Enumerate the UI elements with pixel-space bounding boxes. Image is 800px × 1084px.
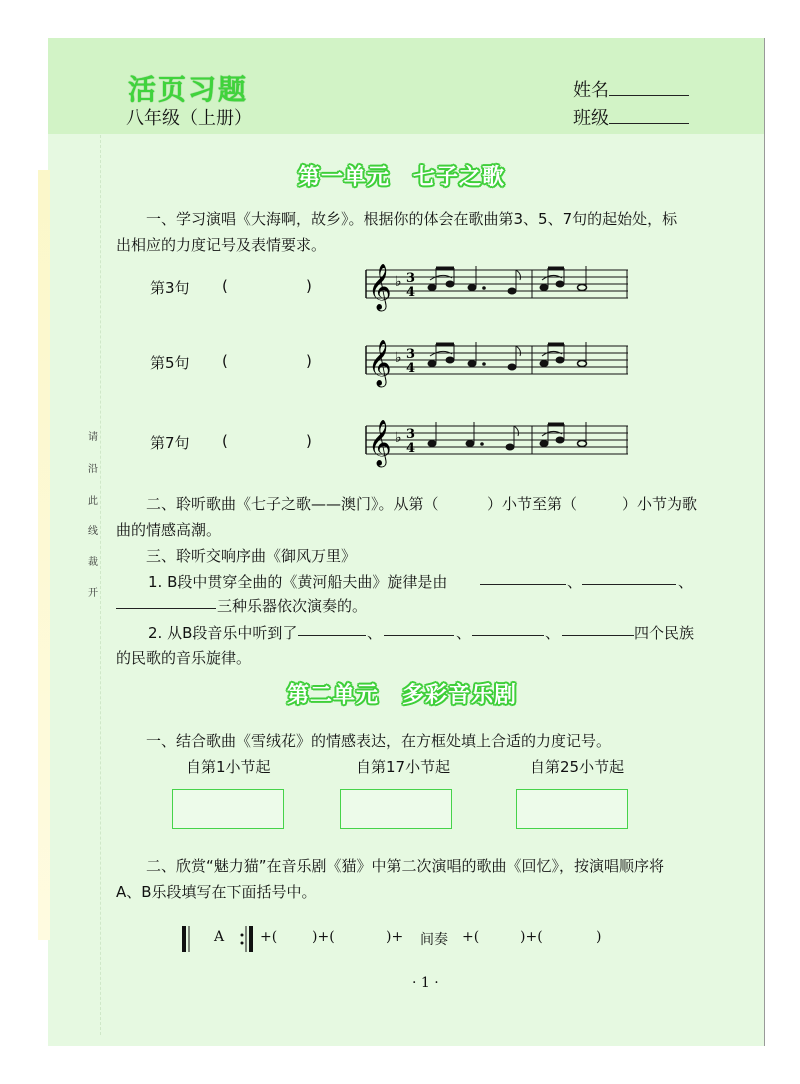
folk-song-blank-3[interactable] (472, 635, 544, 636)
u1-q3-2-b: 四个民族 (634, 624, 695, 642)
sep: 、 (567, 573, 583, 591)
formula-section-a: A (214, 929, 225, 945)
u1-q3-title: 三、聆听交响序曲《御风万里》 (146, 547, 357, 565)
folk-song-blank-1[interactable] (298, 635, 366, 636)
end-repeat-bar-icon (238, 924, 254, 954)
class-blank[interactable] (609, 123, 689, 124)
page-number: · 1 · (412, 975, 439, 991)
folk-song-blank-4[interactable] (562, 635, 634, 636)
name-blank[interactable] (609, 95, 689, 96)
paren-close: ) (306, 432, 312, 450)
paren-open: ( (222, 432, 228, 450)
paren-close: ) (306, 352, 312, 370)
music-staff-sentence7 (362, 416, 632, 468)
name-label: 姓名 (573, 80, 609, 101)
svg-text:♭: ♭ (395, 274, 402, 290)
formula-token: ) (596, 929, 602, 945)
sep: 、 (367, 624, 383, 642)
sep: 、 (545, 624, 561, 642)
svg-text:4: 4 (406, 361, 416, 376)
box-label: 自第1小节起 (186, 758, 271, 776)
svg-text:4: 4 (406, 285, 416, 300)
svg-text:♭: ♭ (395, 350, 402, 366)
cut-line (100, 135, 101, 1035)
u1-q1-line1: 一、学习演唱《大海啊，故乡》。根据你的体会在歌曲第3、5、7句的起始处，标 (146, 210, 678, 228)
dynamics-answer-box-2[interactable] (340, 789, 452, 829)
binding-strip (38, 170, 50, 940)
u1-q2-line1-c: ）小节为歌 (622, 495, 698, 513)
treble-clef-icon: 𝄞 (368, 420, 392, 466)
side-note-char: 请 (88, 432, 98, 443)
sep: 、 (678, 573, 694, 591)
u1-q2-line1-b: ）小节至第（ (487, 495, 578, 513)
svg-text:3: 3 (406, 271, 416, 286)
svg-text:4: 4 (406, 441, 416, 456)
formula-interlude: 间奏 (420, 932, 448, 948)
side-note-char: 沿 (88, 464, 98, 475)
u1-q3-1-b: 三种乐器依次演奏的。 (217, 597, 368, 615)
dynamics-answer-box-1[interactable] (172, 789, 284, 829)
name-field[interactable] (573, 76, 689, 102)
formula-token: +( (260, 929, 278, 945)
side-note-char: 此 (88, 496, 98, 507)
sep: 、 (456, 624, 472, 642)
start-repeat-bar-icon (180, 924, 192, 954)
instrument-blank-1[interactable] (480, 584, 566, 585)
treble-clef-icon: 𝄞 (368, 340, 392, 386)
sentence-label: 第5句 (150, 354, 190, 372)
side-note-char: 线 (88, 526, 98, 537)
u1-q3-2-line2: 的民歌的音乐旋律。 (116, 649, 252, 667)
svg-text:♭: ♭ (395, 430, 402, 446)
sentence-label: 第7句 (150, 434, 190, 452)
folk-song-blank-2[interactable] (384, 635, 454, 636)
unit1-title: 第一单元 七子之歌 (298, 165, 506, 190)
instrument-blank-2[interactable] (582, 584, 676, 585)
u1-q1-line2: 出相应的力度记号及表情要求。 (116, 236, 327, 254)
dynamics-answer-box-3[interactable] (516, 789, 628, 829)
paren-open: ( (222, 352, 228, 370)
u1-q2-line1-a: 二、聆听歌曲《七子之歌——澳门》。从第（ (146, 495, 439, 513)
side-note-char: 裁 (88, 557, 98, 568)
sentence-label: 第3句 (150, 279, 190, 297)
formula-token: +( (462, 929, 480, 945)
svg-text:3: 3 (406, 427, 416, 442)
treble-clef-icon: 𝄞 (368, 264, 392, 310)
formula-token: )+( (520, 929, 543, 945)
class-field[interactable] (573, 104, 689, 130)
u1-q2-line2: 曲的情感高潮。 (116, 521, 222, 539)
svg-text:3: 3 (406, 347, 416, 362)
class-label: 班级 (573, 108, 609, 129)
music-staff-sentence5 (362, 336, 632, 388)
paren-open: ( (222, 277, 228, 295)
box-label: 自第17小节起 (356, 758, 451, 776)
music-staff-sentence3 (362, 260, 632, 312)
paren-close: ) (306, 277, 312, 295)
grade-label: 八年级（上册） (126, 108, 252, 129)
u1-q3-1-a: 1. B段中贯穿全曲的《黄河船夫曲》旋律是由 (148, 573, 448, 591)
u2-q1: 一、结合歌曲《雪绒花》的情感表达，在方框处填上合适的力度记号。 (146, 732, 612, 750)
side-note-char: 开 (88, 588, 98, 599)
formula-token: )+ (386, 929, 404, 945)
u2-q2-line1: 二、欣赏“魅力猫”在音乐剧《猫》中第二次演唱的歌曲《回忆》，按演唱顺序将 (146, 857, 665, 875)
worksheet-title: 活页习题 (128, 73, 249, 106)
u2-q2-line2: A、B乐段填写在下面括号中。 (116, 883, 317, 901)
unit2-title: 第二单元 多彩音乐剧 (287, 683, 518, 708)
formula-token: )+( (312, 929, 335, 945)
box-label: 自第25小节起 (530, 758, 625, 776)
instrument-blank-3[interactable] (116, 608, 216, 609)
u1-q3-2-a: 2. 从B段音乐中听到了 (148, 624, 298, 642)
